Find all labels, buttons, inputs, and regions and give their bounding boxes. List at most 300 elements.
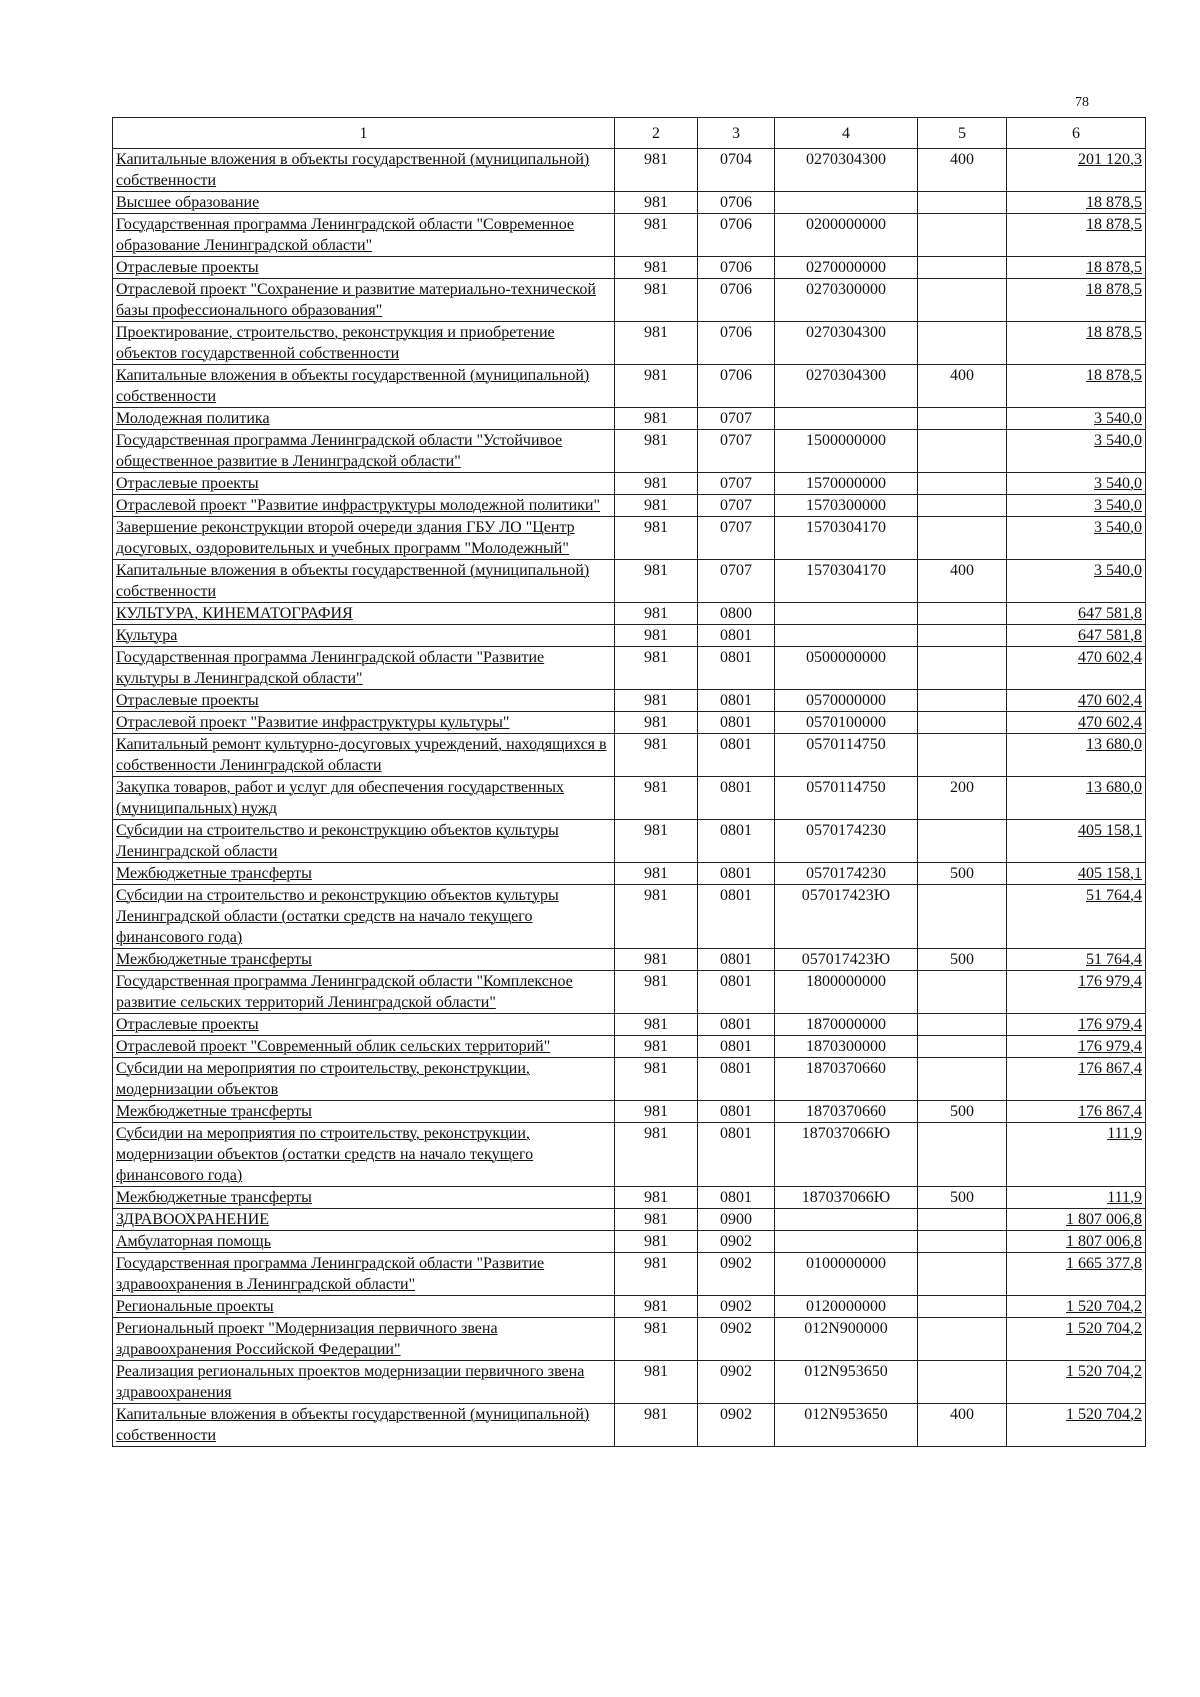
table-row xyxy=(113,149,1146,192)
expense-type-cell xyxy=(918,1253,1007,1296)
target-article-cell xyxy=(775,1123,918,1187)
target-article-text: 012N953650 xyxy=(804,1406,888,1423)
item-name-text: Отраслевые проекты xyxy=(116,475,259,492)
amount-cell xyxy=(1007,1361,1146,1404)
item-name-text: Субсидии на мероприятия по строительству, реконструкции, модернизации объектов xyxy=(116,1060,530,1098)
item-name-text: Государственная программа Ленинградской области "Развитие здравоохранения в Ленинградской области" xyxy=(116,1255,545,1293)
item-name-text: Закупка товаров, работ и услуг для обеспечения государственных (муниципальных) нужд xyxy=(116,779,565,817)
grbs-code-text: 981 xyxy=(644,1103,668,1120)
grbs-code-text: 981 xyxy=(644,216,668,233)
target-article-text: 0200000000 xyxy=(806,216,886,233)
target-article-cell xyxy=(775,863,918,885)
section-code-text: 0801 xyxy=(720,1016,752,1033)
target-article-cell xyxy=(775,1101,918,1123)
table-row xyxy=(113,820,1146,863)
section-code-cell xyxy=(698,279,775,322)
section-code-text: 0801 xyxy=(720,736,752,753)
section-code-cell xyxy=(698,430,775,473)
target-article-cell xyxy=(775,1296,918,1318)
section-code-text: 0902 xyxy=(720,1363,752,1380)
grbs-code-cell xyxy=(615,1014,698,1036)
section-code-text: 0706 xyxy=(720,216,752,233)
amount-text: 51 764,4 xyxy=(1086,887,1142,904)
header-cell: 4 xyxy=(775,118,918,149)
section-code-text: 0801 xyxy=(720,649,752,666)
item-name-cell xyxy=(113,149,615,192)
amount-text: 18 878,5 xyxy=(1086,259,1142,276)
item-name-text: Капитальные вложения в объекты государственной (муниципальной) собственности xyxy=(116,367,590,405)
amount-text: 13 680,0 xyxy=(1086,779,1142,796)
grbs-code-text: 981 xyxy=(644,822,668,839)
item-name-cell xyxy=(113,647,615,690)
page-number: 78 xyxy=(1075,95,1089,110)
target-article-cell xyxy=(775,625,918,647)
amount-text: 470 602,4 xyxy=(1078,692,1142,709)
table-row xyxy=(113,560,1146,603)
table-row xyxy=(113,949,1146,971)
item-name-cell xyxy=(113,625,615,647)
grbs-code-text: 981 xyxy=(644,324,668,341)
amount-cell xyxy=(1007,777,1146,820)
grbs-code-cell xyxy=(615,1209,698,1231)
item-name-cell xyxy=(113,473,615,495)
item-name-text: Региональные проекты xyxy=(116,1298,274,1315)
target-article-cell xyxy=(775,647,918,690)
grbs-code-cell xyxy=(615,322,698,365)
item-name-text: Межбюджетные трансферты xyxy=(116,1189,312,1206)
grbs-code-cell xyxy=(615,777,698,820)
target-article-text: 187037066Ю xyxy=(801,1189,891,1206)
expense-type-cell xyxy=(918,430,1007,473)
item-name-cell xyxy=(113,1404,615,1447)
amount-cell xyxy=(1007,1123,1146,1187)
target-article-text: 0270000000 xyxy=(806,259,886,276)
table-row xyxy=(113,863,1146,885)
section-code-text: 0707 xyxy=(720,519,752,536)
grbs-code-cell xyxy=(615,495,698,517)
section-code-text: 0801 xyxy=(720,627,752,644)
amount-text: 13 680,0 xyxy=(1086,736,1142,753)
section-code-text: 0801 xyxy=(720,1038,752,1055)
target-article-text: 0570114750 xyxy=(806,736,886,753)
item-name-cell xyxy=(113,1123,615,1187)
target-article-text: 0570174230 xyxy=(806,822,886,839)
amount-cell xyxy=(1007,1187,1146,1209)
item-name-text: Отраслевые проекты xyxy=(116,692,259,709)
section-code-text: 0707 xyxy=(720,497,752,514)
item-name-cell xyxy=(113,1361,615,1404)
amount-text: 51 764,4 xyxy=(1086,951,1142,968)
amount-text: 111,9 xyxy=(1107,1189,1142,1206)
amount-text: 1 807 006,8 xyxy=(1066,1211,1142,1228)
item-name-cell xyxy=(113,1058,615,1101)
section-code-text: 0707 xyxy=(720,475,752,492)
expense-type-cell xyxy=(918,192,1007,214)
target-article-text: 0570174230 xyxy=(806,865,886,882)
target-article-cell xyxy=(775,473,918,495)
expense-type-text: 500 xyxy=(950,951,974,968)
amount-cell xyxy=(1007,257,1146,279)
section-code-cell xyxy=(698,495,775,517)
section-code-text: 0800 xyxy=(720,605,752,622)
grbs-code-cell xyxy=(615,1101,698,1123)
section-code-cell xyxy=(698,257,775,279)
section-code-text: 0801 xyxy=(720,714,752,731)
table-row xyxy=(113,1036,1146,1058)
section-code-cell xyxy=(698,1318,775,1361)
amount-cell xyxy=(1007,1058,1146,1101)
target-article-cell xyxy=(775,192,918,214)
item-name-text: Реализация региональных проектов модернизации первичного звена здравоохранения xyxy=(116,1363,585,1401)
expense-type-cell xyxy=(918,1231,1007,1253)
expense-type-cell xyxy=(918,971,1007,1014)
expense-type-cell xyxy=(918,560,1007,603)
grbs-code-text: 981 xyxy=(644,714,668,731)
grbs-code-text: 981 xyxy=(644,1189,668,1206)
amount-text: 1 665 377,8 xyxy=(1066,1255,1142,1272)
header-row xyxy=(113,118,1146,149)
target-article-text: 1570300000 xyxy=(806,497,886,514)
amount-text: 1 807 006,8 xyxy=(1066,1233,1142,1250)
target-article-text: 1570304170 xyxy=(806,562,886,579)
section-code-text: 0902 xyxy=(720,1298,752,1315)
section-code-text: 0801 xyxy=(720,1103,752,1120)
grbs-code-text: 981 xyxy=(644,1211,668,1228)
item-name-text: Молодежная политика xyxy=(116,410,270,427)
item-name-text: Межбюджетные трансферты xyxy=(116,865,312,882)
amount-cell xyxy=(1007,408,1146,430)
grbs-code-cell xyxy=(615,149,698,192)
expense-type-cell xyxy=(918,625,1007,647)
target-article-text: 0500000000 xyxy=(806,649,886,666)
target-article-cell xyxy=(775,257,918,279)
amount-cell xyxy=(1007,885,1146,949)
grbs-code-text: 981 xyxy=(644,736,668,753)
section-code-text: 0900 xyxy=(720,1211,752,1228)
section-code-cell xyxy=(698,214,775,257)
table-row xyxy=(113,322,1146,365)
table-row xyxy=(113,365,1146,408)
grbs-code-cell xyxy=(615,690,698,712)
item-name-cell xyxy=(113,1187,615,1209)
section-code-cell xyxy=(698,734,775,777)
target-article-cell xyxy=(775,1209,918,1231)
target-article-text: 0270304300 xyxy=(806,151,886,168)
target-article-cell xyxy=(775,690,918,712)
amount-cell xyxy=(1007,690,1146,712)
section-code-cell xyxy=(698,322,775,365)
amount-text: 3 540,0 xyxy=(1094,562,1142,579)
target-article-cell xyxy=(775,408,918,430)
grbs-code-text: 981 xyxy=(644,951,668,968)
table-row xyxy=(113,1253,1146,1296)
section-code-cell xyxy=(698,625,775,647)
item-name-cell xyxy=(113,820,615,863)
target-article-text: 0120000000 xyxy=(806,1298,886,1315)
section-code-cell xyxy=(698,517,775,560)
table-row xyxy=(113,1101,1146,1123)
table-row xyxy=(113,971,1146,1014)
amount-cell xyxy=(1007,603,1146,625)
expense-type-text: 400 xyxy=(950,151,974,168)
expense-type-cell xyxy=(918,149,1007,192)
amount-cell xyxy=(1007,971,1146,1014)
section-code-text: 0801 xyxy=(720,973,752,990)
grbs-code-cell xyxy=(615,1253,698,1296)
target-article-text: 0270304300 xyxy=(806,324,886,341)
section-code-text: 0801 xyxy=(720,1060,752,1077)
target-article-text: 057017423Ю xyxy=(801,951,891,968)
expense-type-cell xyxy=(918,279,1007,322)
item-name-text: Отраслевые проекты xyxy=(116,1016,259,1033)
item-name-cell xyxy=(113,863,615,885)
section-code-cell xyxy=(698,1187,775,1209)
item-name-cell xyxy=(113,777,615,820)
grbs-code-cell xyxy=(615,517,698,560)
header-cell: 1 xyxy=(113,118,615,149)
grbs-code-text: 981 xyxy=(644,779,668,796)
section-code-cell xyxy=(698,1296,775,1318)
grbs-code-text: 981 xyxy=(644,973,668,990)
amount-cell xyxy=(1007,949,1146,971)
section-code-text: 0801 xyxy=(720,1189,752,1206)
section-code-cell xyxy=(698,885,775,949)
item-name-text: Отраслевой проект "Развитие инфраструктуры культуры" xyxy=(116,714,510,731)
table-row xyxy=(113,1361,1146,1404)
amount-cell xyxy=(1007,365,1146,408)
target-article-cell xyxy=(775,777,918,820)
expense-type-text: 500 xyxy=(950,1103,974,1120)
target-article-cell xyxy=(775,560,918,603)
table-row xyxy=(113,885,1146,949)
table-row xyxy=(113,1231,1146,1253)
item-name-text: Субсидии на мероприятия по строительству, реконструкции, модернизации объектов (остатки средств на начало текущего финансового года) xyxy=(116,1125,534,1184)
table-row xyxy=(113,517,1146,560)
section-code-cell xyxy=(698,1253,775,1296)
grbs-code-text: 981 xyxy=(644,1060,668,1077)
grbs-code-cell xyxy=(615,971,698,1014)
section-code-cell xyxy=(698,473,775,495)
amount-cell xyxy=(1007,560,1146,603)
amount-cell xyxy=(1007,863,1146,885)
amount-cell xyxy=(1007,149,1146,192)
grbs-code-text: 981 xyxy=(644,1363,668,1380)
item-name-cell xyxy=(113,1231,615,1253)
amount-text: 176 867,4 xyxy=(1078,1060,1142,1077)
target-article-text: 012N900000 xyxy=(804,1320,888,1337)
table-row xyxy=(113,1014,1146,1036)
grbs-code-cell xyxy=(615,603,698,625)
item-name-cell xyxy=(113,971,615,1014)
section-code-cell xyxy=(698,1123,775,1187)
section-code-cell xyxy=(698,603,775,625)
grbs-code-text: 981 xyxy=(644,410,668,427)
expense-type-cell xyxy=(918,1014,1007,1036)
item-name-cell xyxy=(113,885,615,949)
table-row xyxy=(113,690,1146,712)
expense-type-cell xyxy=(918,603,1007,625)
target-article-cell xyxy=(775,949,918,971)
amount-text: 3 540,0 xyxy=(1094,410,1142,427)
target-article-text: 1570304170 xyxy=(806,519,886,536)
amount-cell xyxy=(1007,1318,1146,1361)
target-article-cell xyxy=(775,149,918,192)
target-article-cell xyxy=(775,1231,918,1253)
table-row xyxy=(113,647,1146,690)
target-article-cell xyxy=(775,495,918,517)
amount-text: 647 581,8 xyxy=(1078,627,1142,644)
item-name-text: ЗДРАВООХРАНЕНИЕ xyxy=(116,1211,270,1228)
grbs-code-cell xyxy=(615,647,698,690)
expense-type-cell xyxy=(918,257,1007,279)
expense-type-cell xyxy=(918,214,1007,257)
grbs-code-text: 981 xyxy=(644,887,668,904)
item-name-text: Амбулаторная помощь xyxy=(116,1233,271,1250)
grbs-code-cell xyxy=(615,949,698,971)
amount-text: 470 602,4 xyxy=(1078,714,1142,731)
item-name-cell xyxy=(113,1014,615,1036)
expense-type-cell xyxy=(918,820,1007,863)
section-code-cell xyxy=(698,192,775,214)
target-article-cell xyxy=(775,1058,918,1101)
section-code-cell xyxy=(698,690,775,712)
amount-text: 405 158,1 xyxy=(1078,865,1142,882)
target-article-cell xyxy=(775,712,918,734)
amount-text: 3 540,0 xyxy=(1094,432,1142,449)
amount-cell xyxy=(1007,430,1146,473)
item-name-cell xyxy=(113,192,615,214)
item-name-text: Капитальные вложения в объекты государственной (муниципальной) собственности xyxy=(116,151,590,189)
table-row xyxy=(113,1404,1146,1447)
item-name-text: Отраслевые проекты xyxy=(116,259,259,276)
amount-text: 18 878,5 xyxy=(1086,216,1142,233)
amount-text: 1 520 704,2 xyxy=(1066,1363,1142,1380)
target-article-text: 1870370660 xyxy=(806,1103,886,1120)
expense-type-cell xyxy=(918,1123,1007,1187)
item-name-text: Государственная программа Ленинградской области "Развитие культуры в Ленинградской области" xyxy=(116,649,545,687)
section-code-cell xyxy=(698,863,775,885)
grbs-code-cell xyxy=(615,712,698,734)
grbs-code-text: 981 xyxy=(644,562,668,579)
section-code-text: 0801 xyxy=(720,887,752,904)
amount-cell xyxy=(1007,1296,1146,1318)
amount-text: 176 867,4 xyxy=(1078,1103,1142,1120)
amount-cell xyxy=(1007,734,1146,777)
target-article-text: 1870000000 xyxy=(806,1016,886,1033)
grbs-code-text: 981 xyxy=(644,519,668,536)
grbs-code-text: 981 xyxy=(644,1016,668,1033)
item-name-cell xyxy=(113,1253,615,1296)
table-row xyxy=(113,473,1146,495)
item-name-cell xyxy=(113,734,615,777)
section-code-cell xyxy=(698,1014,775,1036)
amount-text: 3 540,0 xyxy=(1094,519,1142,536)
expense-type-text: 400 xyxy=(950,562,974,579)
grbs-code-cell xyxy=(615,560,698,603)
amount-cell xyxy=(1007,712,1146,734)
grbs-code-cell xyxy=(615,1123,698,1187)
grbs-code-text: 981 xyxy=(644,259,668,276)
grbs-code-text: 981 xyxy=(644,1406,668,1423)
grbs-code-text: 981 xyxy=(644,151,668,168)
item-name-cell xyxy=(113,1101,615,1123)
expense-type-cell xyxy=(918,734,1007,777)
expense-type-text: 200 xyxy=(950,779,974,796)
item-name-cell xyxy=(113,408,615,430)
item-name-text: Региональный проект "Модернизация первичного звена здравоохранения Российской Федерации" xyxy=(116,1320,498,1358)
target-article-text: 187037066Ю xyxy=(801,1125,891,1142)
item-name-text: Отраслевой проект "Развитие инфраструктуры молодежной политики" xyxy=(116,497,601,514)
section-code-cell xyxy=(698,1209,775,1231)
section-code-cell xyxy=(698,1036,775,1058)
grbs-code-cell xyxy=(615,863,698,885)
grbs-code-text: 981 xyxy=(644,281,668,298)
item-name-text: Высшее образование xyxy=(116,194,260,211)
section-code-cell xyxy=(698,1231,775,1253)
table-row xyxy=(113,1296,1146,1318)
grbs-code-cell xyxy=(615,1058,698,1101)
table-row xyxy=(113,214,1146,257)
item-name-text: Межбюджетные трансферты xyxy=(116,1103,312,1120)
target-article-text: 1870370660 xyxy=(806,1060,886,1077)
expense-type-cell xyxy=(918,863,1007,885)
grbs-code-cell xyxy=(615,625,698,647)
expense-type-cell xyxy=(918,1404,1007,1447)
table-row xyxy=(113,712,1146,734)
target-article-text: 057017423Ю xyxy=(801,887,891,904)
grbs-code-text: 981 xyxy=(644,627,668,644)
section-code-text: 0902 xyxy=(720,1320,752,1337)
item-name-text: Проектирование, строительство, реконструкция и приобретение объектов государственной собственности xyxy=(116,324,555,362)
expense-type-cell xyxy=(918,1296,1007,1318)
grbs-code-cell xyxy=(615,1036,698,1058)
grbs-code-cell xyxy=(615,1404,698,1447)
header-cell: 2 xyxy=(615,118,698,149)
grbs-code-cell xyxy=(615,1318,698,1361)
section-code-cell xyxy=(698,712,775,734)
target-article-cell xyxy=(775,603,918,625)
table-row xyxy=(113,495,1146,517)
section-code-cell xyxy=(698,149,775,192)
grbs-code-text: 981 xyxy=(644,605,668,622)
expense-type-cell xyxy=(918,1036,1007,1058)
item-name-cell xyxy=(113,1036,615,1058)
amount-text: 1 520 704,2 xyxy=(1066,1298,1142,1315)
target-article-cell xyxy=(775,517,918,560)
section-code-cell xyxy=(698,1058,775,1101)
table-row xyxy=(113,408,1146,430)
grbs-code-cell xyxy=(615,734,698,777)
amount-cell xyxy=(1007,214,1146,257)
section-code-text: 0707 xyxy=(720,562,752,579)
section-code-cell xyxy=(698,365,775,408)
grbs-code-text: 981 xyxy=(644,1298,668,1315)
table-row xyxy=(113,1209,1146,1231)
target-article-cell xyxy=(775,365,918,408)
grbs-code-text: 981 xyxy=(644,1320,668,1337)
item-name-cell xyxy=(113,1318,615,1361)
amount-text: 3 540,0 xyxy=(1094,475,1142,492)
grbs-code-cell xyxy=(615,1361,698,1404)
table-row xyxy=(113,777,1146,820)
item-name-text: Завершение реконструкции второй очереди здания ГБУ ЛО "Центр досуговых, оздоровительных и учебных программ "Молодежный" xyxy=(116,519,575,557)
section-code-text: 0801 xyxy=(720,951,752,968)
table-row xyxy=(113,625,1146,647)
target-article-cell xyxy=(775,820,918,863)
expense-type-cell xyxy=(918,1318,1007,1361)
amount-cell xyxy=(1007,495,1146,517)
amount-text: 1 520 704,2 xyxy=(1066,1320,1142,1337)
